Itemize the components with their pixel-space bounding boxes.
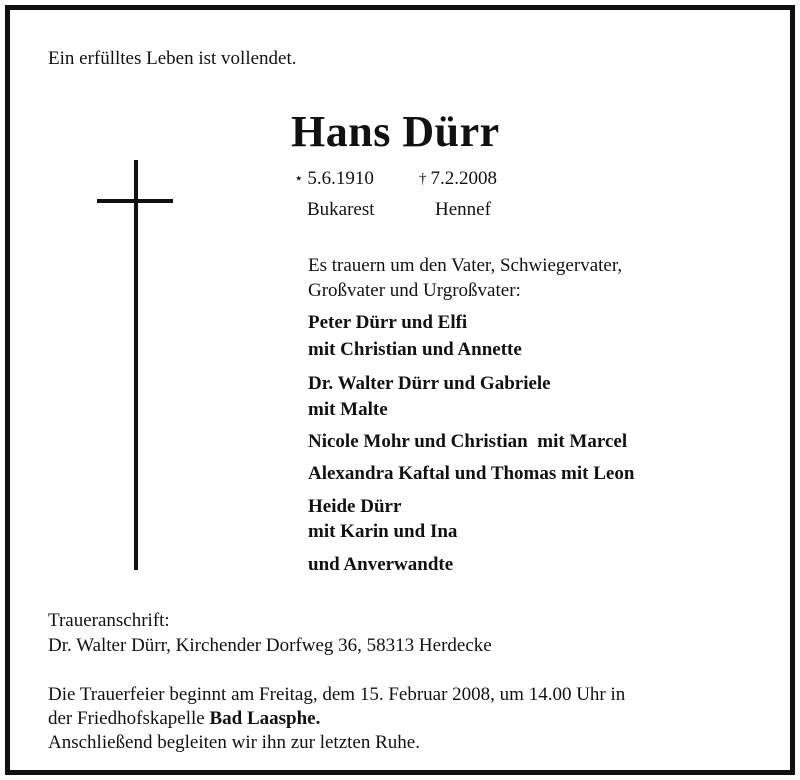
mourner-line: mit Christian und Annette: [308, 339, 522, 360]
obituary-notice: [5, 5, 795, 775]
death-place: Hennef: [435, 199, 491, 220]
mourning-intro: [308, 253, 748, 303]
mourning-intro-line: Es trauern um den Vater, Schwiegervater,: [308, 255, 623, 276]
mourner-line: Nicole Mohr und Christian mit Marcel: [308, 431, 628, 452]
cross-horizontal-bar: [97, 199, 173, 203]
death-dagger-icon: †: [419, 171, 427, 187]
ceremony-info: [48, 683, 768, 755]
mourner-line: Alexandra Kaftal und Thomas mit Leon: [308, 463, 635, 484]
death-date-line: [419, 168, 497, 191]
birth-date: 5.6.1910: [307, 168, 374, 189]
cross-vertical-bar: [134, 160, 138, 570]
ceremony-line: [48, 707, 768, 731]
mourner-line: und Anverwandte: [308, 554, 454, 575]
address-value: Dr. Walter Dürr, Kirchender Dorfweg 36, 58313 Herdecke: [48, 635, 492, 656]
mourner-line: mit Karin und Ina: [308, 521, 458, 542]
ceremony-location: Bad Laasphe.: [209, 708, 321, 729]
birth-star-icon: ⋆: [294, 171, 304, 187]
birth-date-line: [294, 168, 374, 191]
address-label: Traueranschrift:: [48, 610, 170, 631]
mourning-intro-line: Großvater und Urgroßvater:: [308, 280, 521, 301]
ceremony-line-prefix: der Friedhofskapelle: [48, 708, 210, 729]
death-date: 7.2.2008: [430, 168, 497, 189]
mourner-line: Heide Dürr: [308, 496, 402, 517]
ceremony-line: Die Trauerfeier beginnt am Freitag, dem 15. Februar 2008, um 14.00 Uhr in: [48, 684, 626, 705]
mourner-line: Peter Dürr und Elfi: [308, 312, 468, 333]
deceased-name: Hans Dürr: [291, 107, 500, 156]
birth-place: Bukarest: [307, 199, 375, 220]
mourner-line: mit Malte: [308, 399, 388, 420]
mourner-line: Dr. Walter Dürr und Gabriele: [308, 373, 551, 394]
ceremony-line: Anschließend begleiten wir ihn zur letzten Ruhe.: [48, 732, 420, 753]
motto-text: Ein erfülltes Leben ist vollendet.: [48, 48, 297, 69]
